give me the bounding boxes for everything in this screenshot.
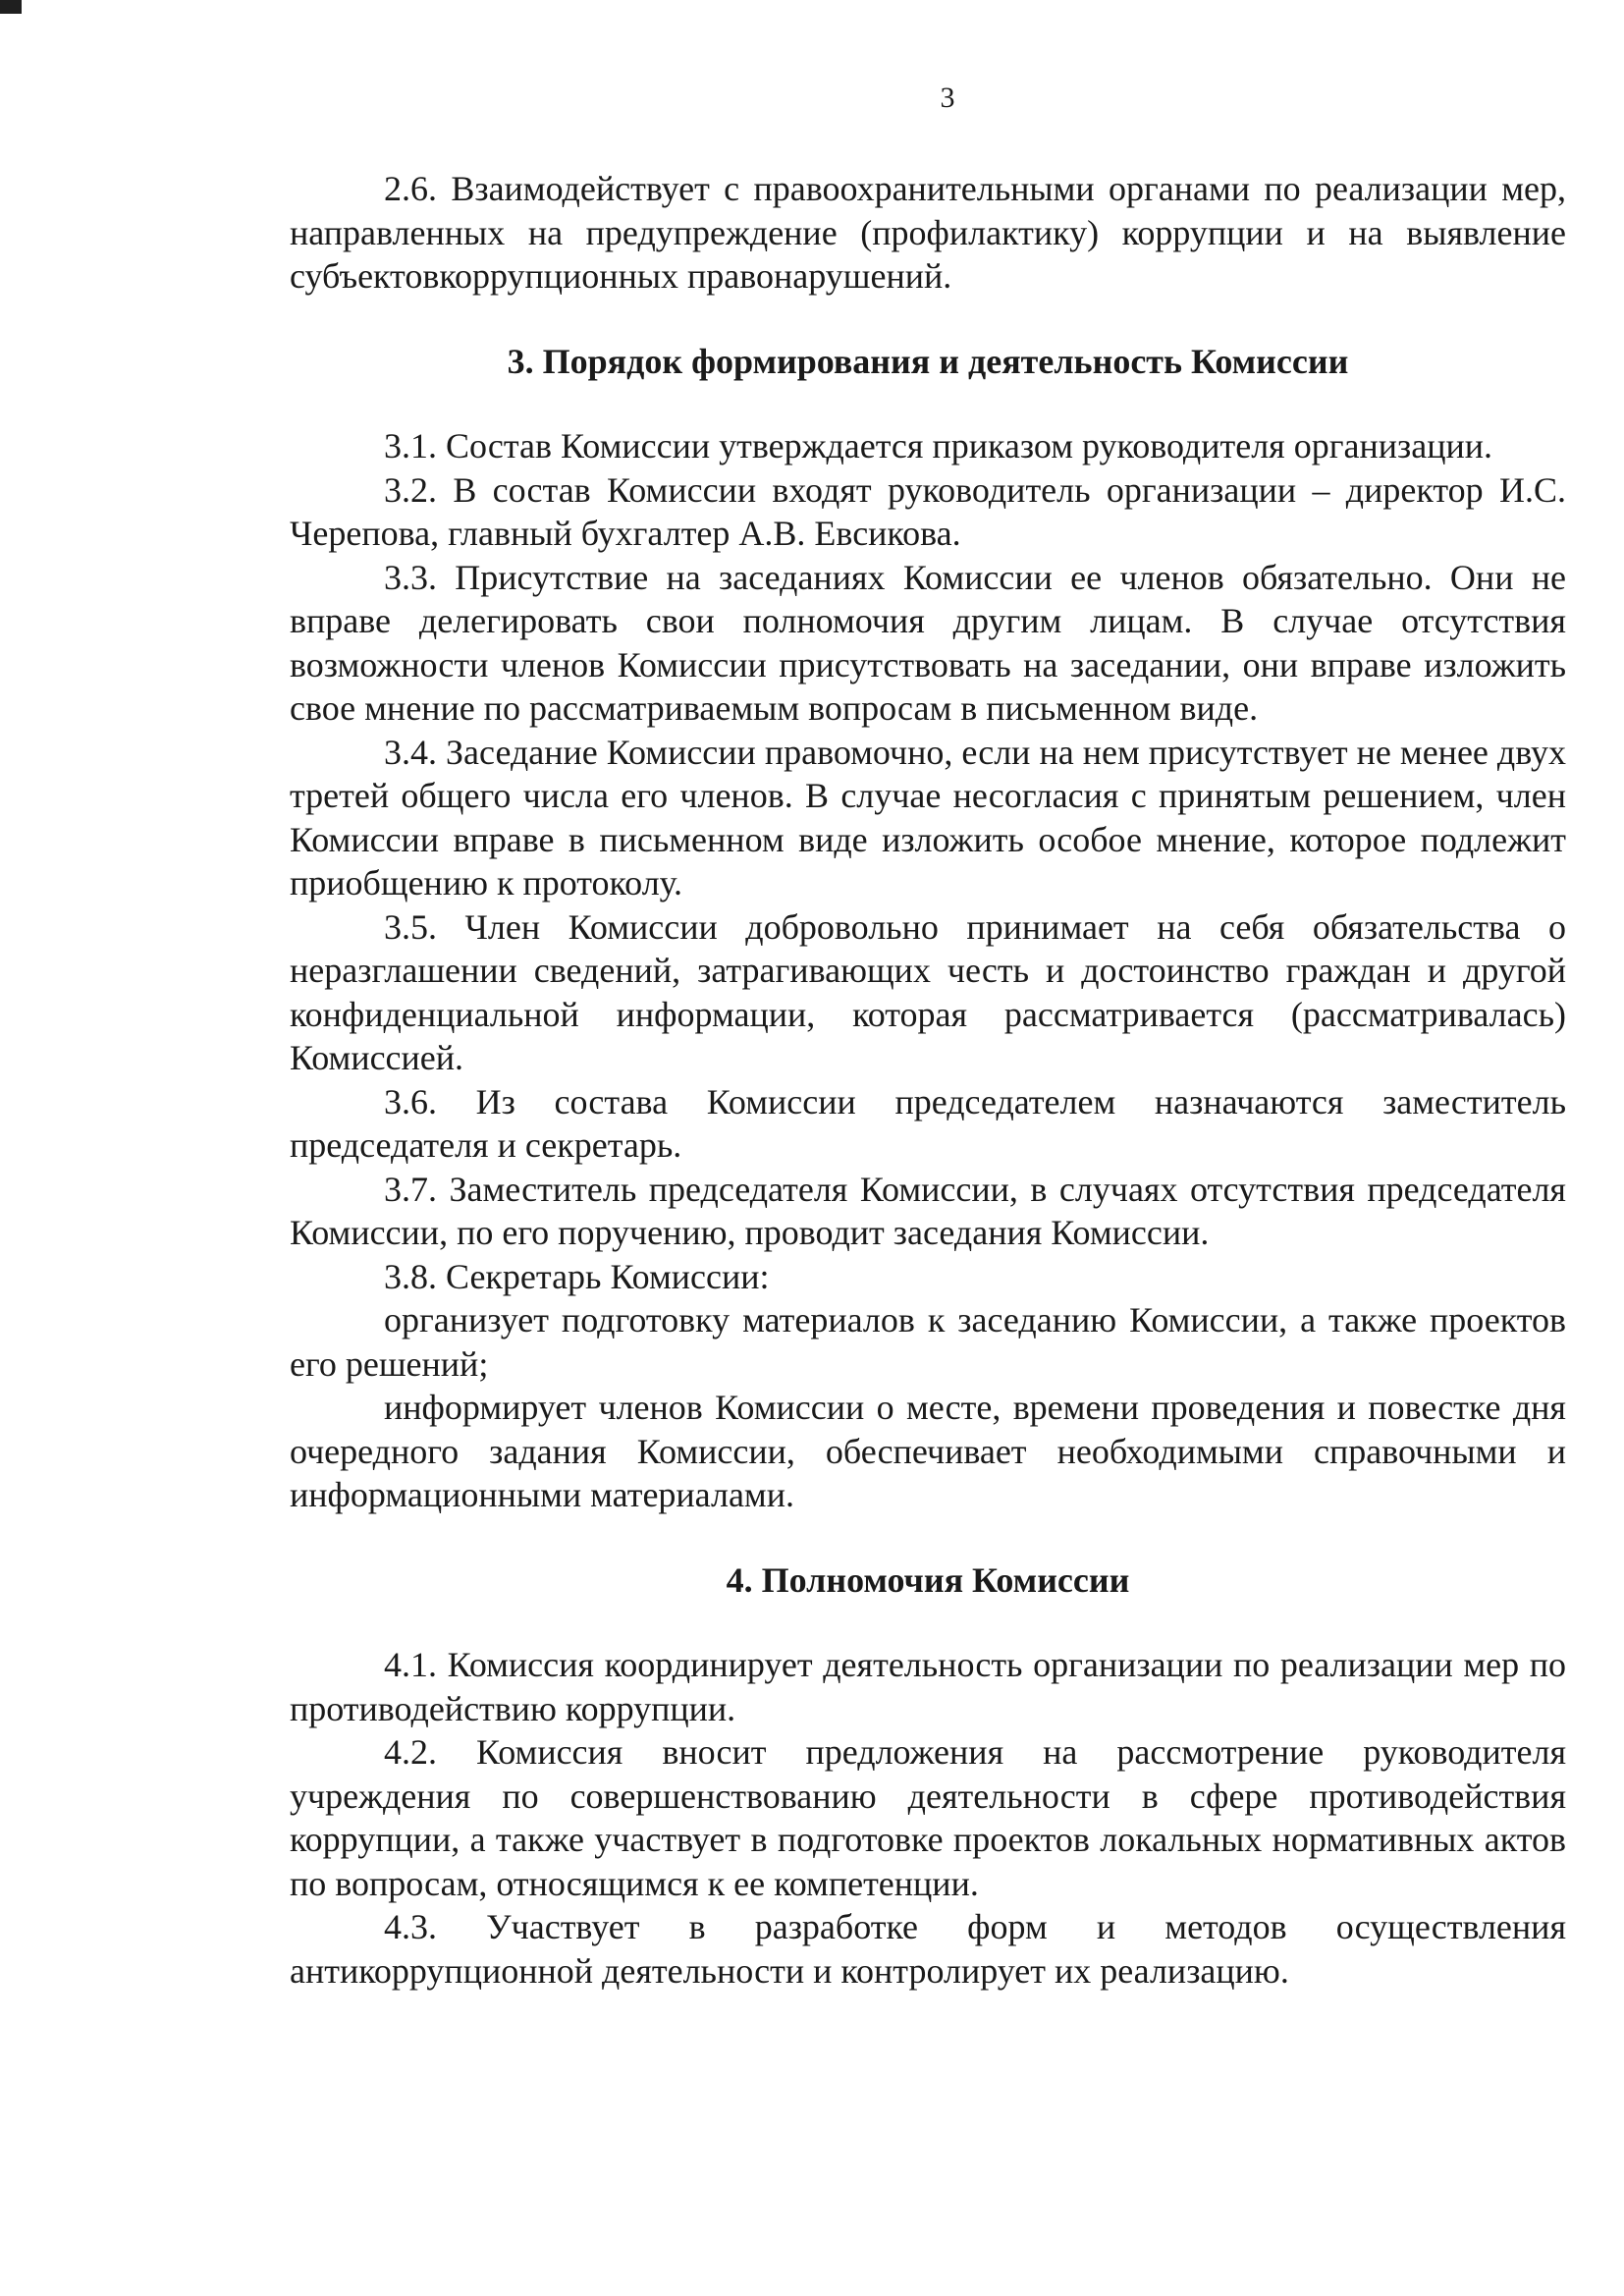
paragraph-4-3: 4.3. Участвует в разработке форм и методов осуществления антикоррупционной деятельности и контролирует их реализацию. [290, 1907, 1566, 1991]
paragraph-3-8-item-b: информирует членов Комиссии о месте, времени проведения и повестке дня очередного задания Комиссии, обеспечивает необходимыми справочными и информационными материалами. [290, 1388, 1566, 1514]
document-page [290, 79, 1566, 1993]
paragraph-3-7: 3.7. Заместитель председателя Комиссии, в случаях отсутствия председателя Комиссии, по его поручению, проводит заседания Комиссии. [290, 1169, 1566, 1252]
paragraph-3-6: 3.6. Из состава Комиссии председателем назначаются заместитель председателя и секретарь. [290, 1081, 1566, 1165]
section-4-heading: 4. Полномочия Комиссии [726, 1559, 1130, 1600]
spacer [290, 383, 1566, 424]
paragraph-3-8-item-a: организует подготовку материалов к заседанию Комиссии, а также проектов его решений; [290, 1300, 1566, 1384]
paragraph-3-8: 3.8. Секретарь Комиссии: [384, 1256, 770, 1296]
paragraph-3-1: 3.1. Состав Комиссии утверждается приказом руководителя организации. [384, 426, 1493, 465]
paragraph-3-5: 3.5. Член Комиссии добровольно принимает на себя обязательства о неразглашении сведений, затрагивающих честь и достоинство граждан и другой конфиденциальной информации, которая рассматривается (рассматривалась) Комиссией. [290, 906, 1566, 1077]
paragraph-4-1: 4.1. Комиссия координирует деятельность организации по реализации мер по противодействию коррупции. [290, 1645, 1566, 1728]
page-number: 3 [940, 82, 955, 114]
spacer [290, 1602, 1566, 1643]
spacer [290, 299, 1566, 340]
paragraph-3-3: 3.3. Присутствие на заседаниях Комиссии ее членов обязательно. Они не вправе делегировать свои полномочия другим лицам. В случае отсутствия возможности членов Комиссии присутствовать на заседании, они вправе изложить свое мнение по рассматриваемым вопросам в письменном виде. [290, 557, 1566, 728]
scan-edge-mark [0, 0, 22, 14]
section-3-heading: 3. Порядок формирования и деятельность Комиссии [507, 341, 1349, 381]
paragraph-4-2: 4.2. Комиссия вносит предложения на рассмотрение руководителя учреждения по совершенствованию деятельности в сфере противодействия коррупции, а также участвует в подготовке проектов локальных нормативных актов по вопросам, относящимся к ее компетенции. [290, 1732, 1566, 1903]
paragraph-3-4: 3.4. Заседание Комиссии правомочно, если на нем присутствует не менее двух третей общего числа его членов. В случае несогласия с принятым решением, член Комиссии вправе в письменном виде изложить особое мнение, которое подлежит приобщению к протоколу. [290, 732, 1566, 902]
spacer [290, 1517, 1566, 1558]
paragraph-3-2: 3.2. В состав Комиссии входят руководитель организации – директор И.С. Черепова, главный бухгалтер А.В. Евсикова. [290, 469, 1566, 553]
paragraph-2-6: 2.6. Взаимодействует с правоохранительными органами по реализации мер, направленных на предупреждение (профилактику) коррупции и на выявление субъектовкоррупционных правонарушений. [290, 169, 1566, 296]
